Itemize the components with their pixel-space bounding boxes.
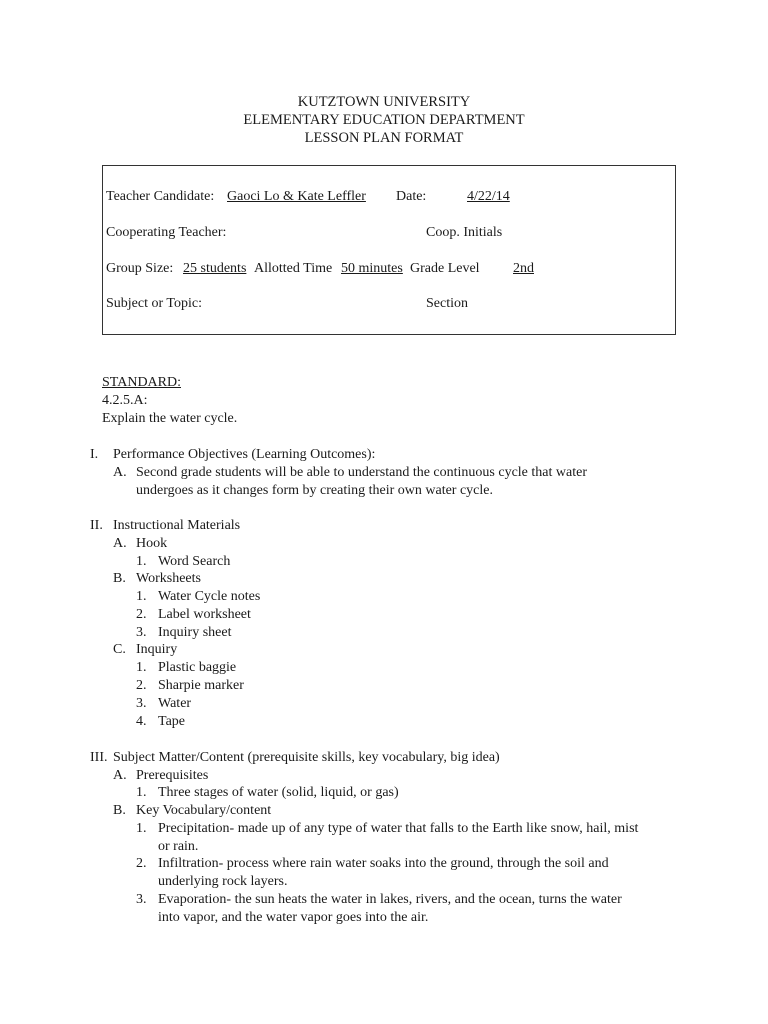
section-3-number: III.	[90, 750, 108, 765]
section-2-b2-text: Label worksheet	[158, 607, 251, 622]
section-1-a-text-line2: undergoes as it changes form by creating their own water cycle.	[136, 483, 493, 498]
section-1-a-text-line1: Second grade students will be able to understand the continuous cycle that water	[136, 465, 587, 480]
date-value: 4/22/14	[467, 189, 510, 204]
section-3-title: Subject Matter/Content (prerequisite skills, key vocabulary, big idea)	[113, 750, 500, 765]
standard-text: Explain the water cycle.	[102, 411, 238, 426]
section-2-b-marker: B.	[113, 571, 126, 586]
standard-code: 4.2.5.A:	[102, 393, 148, 408]
section-2-a1-text: Word Search	[158, 554, 231, 569]
section-2-title: Instructional Materials	[113, 518, 241, 533]
section-3-b3-text-line2: into vapor, and the water vapor goes into the air.	[158, 910, 429, 925]
subject-topic-label: Subject or Topic:	[106, 296, 202, 311]
section-2-c3-number: 3.	[136, 696, 147, 711]
section-3-b1-text-line1: Precipitation- made up of any type of water that falls to the Earth like snow, hail, mist	[158, 821, 639, 836]
section-label: Section	[426, 296, 468, 311]
section-2-c3-text: Water	[158, 696, 192, 711]
section-2-c4-number: 4.	[136, 714, 147, 729]
group-size-label: Group Size:	[106, 261, 174, 276]
group-size-value: 25 students	[183, 261, 247, 276]
lesson-info-box	[102, 165, 676, 335]
section-2-c-label: Inquiry	[136, 642, 178, 657]
section-2-b2-number: 2.	[136, 607, 147, 622]
section-3-b-marker: B.	[113, 803, 126, 818]
section-3-b1-number: 1.	[136, 821, 147, 836]
department-name: ELEMENTARY EDUCATION DEPARTMENT	[243, 112, 525, 128]
section-2-number: II.	[90, 518, 103, 533]
section-2-b-label: Worksheets	[136, 571, 201, 586]
section-3-b2-text-line1: Infiltration- process where rain water soaks into the ground, through the soil and	[158, 856, 609, 871]
section-2-a-marker: A.	[113, 536, 127, 551]
section-1-title: Performance Objectives (Learning Outcomes):	[113, 447, 376, 462]
section-2-c2-text: Sharpie marker	[158, 678, 244, 693]
section-3-b1-text-line2: or rain.	[158, 839, 199, 854]
university-name: KUTZTOWN UNIVERSITY	[297, 94, 471, 110]
section-2-c-marker: C.	[113, 642, 126, 657]
section-3-b2-text-line2: underlying rock layers.	[158, 874, 288, 889]
date-label: Date:	[396, 189, 427, 204]
section-3-b3-number: 3.	[136, 892, 147, 907]
section-3-a1-text: Three stages of water (solid, liquid, or gas)	[158, 785, 399, 800]
section-2-c1-text: Plastic baggie	[158, 660, 237, 675]
section-2-c1-number: 1.	[136, 660, 147, 675]
section-2-a-label: Hook	[136, 536, 168, 551]
section-2-b3-number: 3.	[136, 625, 147, 640]
document-title: LESSON PLAN FORMAT	[304, 130, 464, 146]
grade-level-label: Grade Level	[410, 261, 480, 276]
cooperating-teacher-label: Cooperating Teacher:	[106, 225, 227, 240]
allotted-time-label: Allotted Time	[254, 261, 333, 276]
coop-initials-label: Coop. Initials	[426, 225, 503, 240]
section-1-a-marker: A.	[113, 465, 127, 480]
section-3-b3-text-line1: Evaporation- the sun heats the water in lakes, rivers, and the ocean, turns the water	[158, 892, 622, 907]
section-3-a-marker: A.	[113, 768, 127, 783]
section-1-number: I.	[90, 447, 99, 462]
standard-heading: STANDARD:	[102, 375, 181, 390]
section-3-b-label: Key Vocabulary/content	[136, 803, 272, 818]
section-2-b1-text: Water Cycle notes	[158, 589, 261, 604]
section-3-b2-number: 2.	[136, 856, 147, 871]
grade-level-value: 2nd	[513, 261, 534, 276]
section-2-a1-number: 1.	[136, 554, 147, 569]
section-2-b1-number: 1.	[136, 589, 147, 604]
section-2-c4-text: Tape	[158, 714, 186, 729]
allotted-time-value: 50 minutes	[341, 261, 403, 276]
teacher-candidate-value: Gaoci Lo & Kate Leffler	[227, 189, 366, 204]
section-2-c2-number: 2.	[136, 678, 147, 693]
section-2-b3-text: Inquiry sheet	[158, 625, 232, 640]
section-3-a-label: Prerequisites	[136, 768, 209, 783]
teacher-candidate-label: Teacher Candidate:	[106, 189, 215, 204]
section-3-a1-number: 1.	[136, 785, 147, 800]
